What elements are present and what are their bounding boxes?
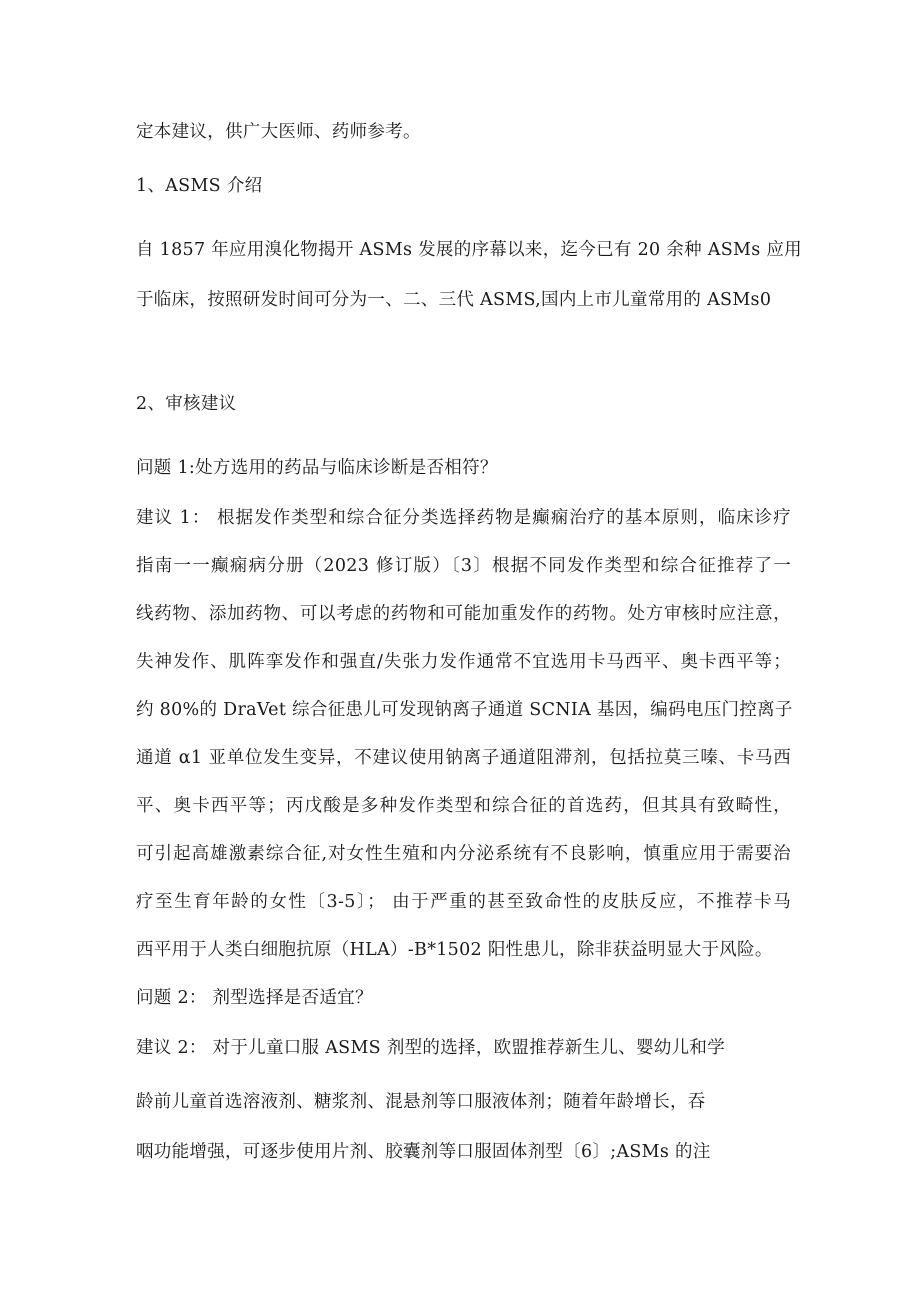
paragraph-line: 建议 2： 对于儿童口服 ASMS 剂型的选择，欧盟推荐新生儿、婴幼儿和学 (136, 1038, 726, 1058)
paragraph-line: 线药物、添加药物、可以考虑的药物和可能加重发作的药物。处方审核时应注意， (136, 604, 791, 624)
paragraph-line: 咽功能增强，可逐步使用片剂、胶囊剂等口服固体剂型〔6〕;ASMs 的注 (136, 1142, 711, 1162)
paragraph-line: 可引起高雄激素综合征,对女性生殖和内分泌系统有不良影响，慎重应用于需要治 (136, 844, 791, 864)
section-heading-review: 2、审核建议 (136, 394, 237, 414)
intro-sentence: 定本建议，供广大医师、药师参考。 (136, 122, 421, 142)
paragraph-line: 自 1857 年应用溴化物揭开 ASMs 发展的序幕以来，迄今已有 20 余种 ASMs 应用 (136, 240, 802, 260)
question-1: 问题 1:处方选用的药品与临床诊断是否相符？ (136, 458, 498, 478)
paragraph-line: 疗至生育年龄的女性〔3-5〕； 由于严重的甚至致命性的皮肤反应，不推荐卡马 (136, 892, 791, 912)
section-heading-asms: 1、ASMS 介绍 (136, 176, 263, 196)
paragraph-line: 通道 α1 亚单位发生变异，不建议使用钠离子通道阻滞剂，包括拉莫三嗪、卡马西 (136, 748, 791, 768)
paragraph-line: 西平用于人类白细胞抗原（HLA）-B*1502 阳性患儿，除非获益明显大于风险。 (136, 940, 773, 960)
paragraph-line: 平、奥卡西平等；丙戊酸是多种发作类型和综合征的首选药，但其具有致畸性， (136, 796, 791, 816)
question-2: 问题 2： 剂型选择是否适宜？ (136, 988, 373, 1008)
paragraph-line: 龄前儿童首选溶液剂、糖浆剂、混悬剂等口服液体剂；随着年龄增长，吞 (136, 1092, 706, 1112)
paragraph-line: 约 80%的 DraVet 综合征患儿可发现钠离子通道 SCNIA 基因，编码电压门控离子 (136, 700, 793, 720)
paragraph-line: 建议 1： 根据发作类型和综合征分类选择药物是癫痫治疗的基本原则，临床诊疗 (136, 508, 791, 528)
paragraph-line: 于临床，按照研发时间可分为一、二、三代 ASMS,国内上市儿童常用的 ASMs0 (136, 290, 772, 310)
paragraph-line: 指南一一癫痫病分册（2023 修订版）〔3〕根据不同发作类型和综合征推荐了一 (136, 556, 791, 576)
paragraph-line: 失神发作、肌阵挛发作和强直/失张力发作通常不宜选用卡马西平、奥卡西平等； (136, 652, 791, 672)
